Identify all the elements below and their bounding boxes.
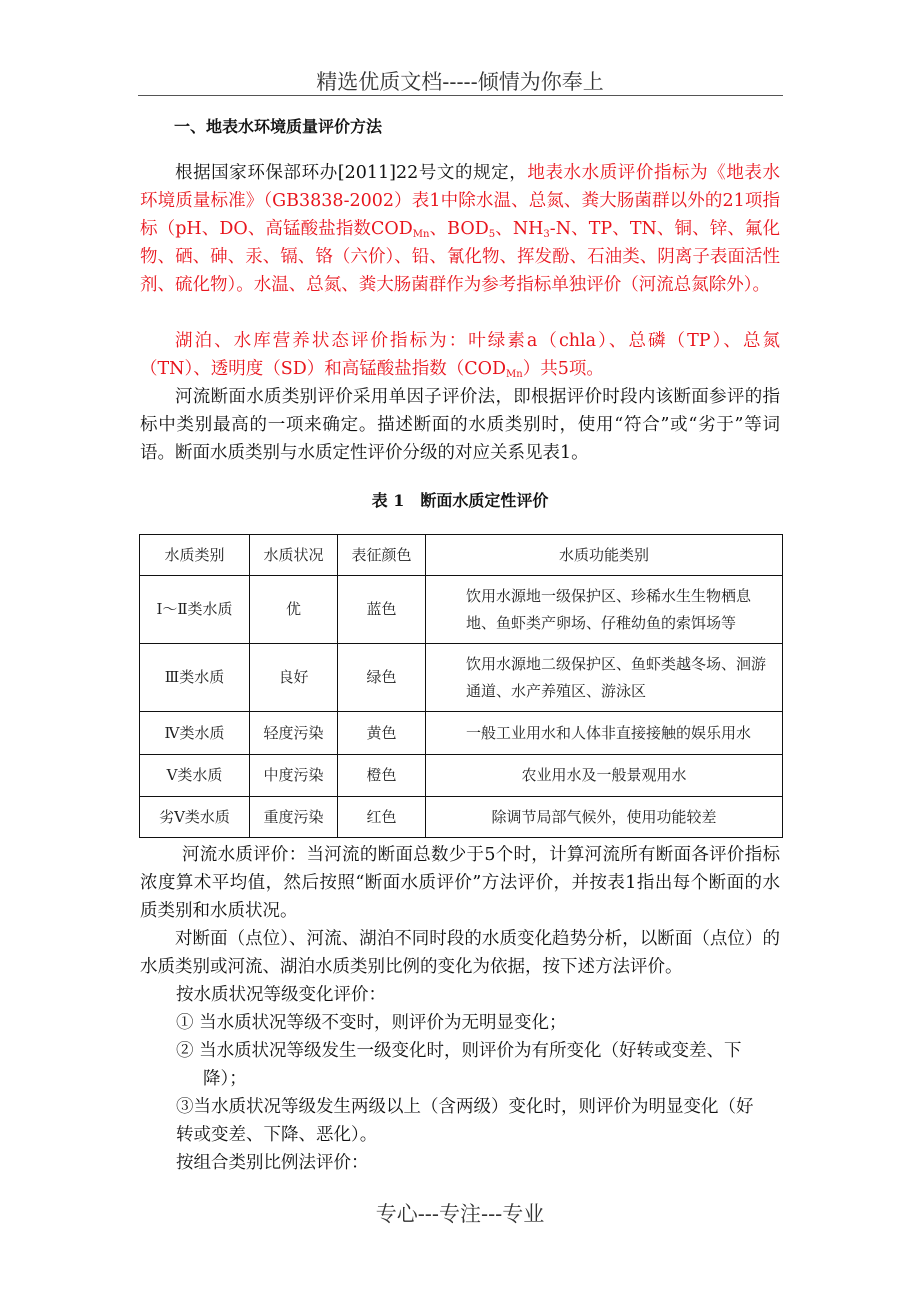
header-divider (138, 95, 783, 96)
cell-color: 红色 (338, 797, 426, 838)
header-cell: 表征颜色 (338, 535, 426, 576)
table-header-row (140, 535, 783, 576)
highlighted-text: ）共5项。 (522, 359, 604, 379)
highlighted-text: 、NH (495, 219, 544, 239)
water-quality-table (139, 534, 783, 838)
cell-color: 蓝色 (338, 576, 426, 644)
header-cell: 水质状况 (250, 535, 338, 576)
text-segment: 根据国家环保部环办[2011]22号文的规定， (175, 163, 528, 183)
table-title: 表 1 断面水质定性评价 (371, 491, 549, 510)
text-segment: 河流断面水质类别评价采用单因子评价法，即根据评价时段内该断面参评的指标中类别最高的一项来确定。描述断面的水质类别时，使用“符合”或“劣于”等词语。断面水质类别与水质定性评价分级的对应关系见表1。 (140, 387, 780, 463)
cell-class: Ⅳ类水质 (140, 712, 250, 755)
cell-function: 农业用水及一般景观用水 (426, 755, 783, 797)
cell-class: Ⅲ类水质 (140, 644, 250, 712)
table-row (140, 755, 783, 797)
cell-function: 一般工业用水和人体非直接接触的娱乐用水 (426, 712, 783, 755)
cell-class: Ⅴ类水质 (140, 755, 250, 797)
highlighted-text: 、BOD (429, 219, 489, 239)
table-row (140, 576, 783, 644)
highlighted-text: 湖泊、水库营养状态评价指标为：叶绿素a（chla）、总磷（TP）、总氮（TN）、透明度（SD）和高锰酸盐指数（COD (140, 331, 780, 379)
cell-status: 中度污染 (250, 755, 338, 797)
paragraph-indicators (140, 159, 780, 299)
highlighted-text: -N、TP、TN、铜、锌、氟化物、硒、砷、汞、镉、铬（六价）、铅、氰化物、挥发酚、石油类、阴离子表面活性剂、硫化物）。水温、总氮、粪大肠菌群作为参考指标单独评价（河流总氮除外）。 (140, 219, 781, 295)
cell-color: 橙色 (338, 755, 426, 797)
subscript-text: 3 (543, 229, 550, 240)
paragraph-lake-indicators (140, 327, 780, 383)
table-row (140, 712, 783, 755)
paragraph-single-factor (140, 383, 780, 467)
list-item: ③当水质状况等级发生两级以上（含两级）变化时，则评价为明显变化（好转或变差、下降、恶化）。 (176, 1097, 754, 1145)
list-item: ① 当水质状况等级不变时，则评价为无明显变化； (176, 1013, 567, 1033)
page-header: 精选优质文档-----倾情为你奉上 (316, 70, 604, 94)
paragraph-river-evaluation: 河流水质评价：当河流的断面总数少于5个时，计算河流所有断面各评价指标浓度算术平均值，然后按照“断面水质评价”方法评价，并按表1指出每个断面的水质类别和水质状况。 (140, 845, 780, 921)
cell-status: 良好 (250, 644, 338, 712)
table-row (140, 797, 783, 838)
list-heading-combination: 按组合类别比例法评价： (176, 1153, 369, 1173)
cell-class: 劣Ⅴ类水质 (140, 797, 250, 838)
page-footer: 专心---专注---专业 (375, 1202, 545, 1226)
header-cell: 水质类别 (140, 535, 250, 576)
table-row (140, 644, 783, 712)
highlighted-text: 地表水水质评价指标为《地表水环境质量标准》（GB3838-2002）表1中除水温、总氮、粪大肠菌群以外的21项指标（pH、DO、高锰酸盐指数COD (140, 163, 780, 239)
list-heading-status-change: 按水质状况等级变化评价： (176, 985, 386, 1005)
cell-function: 饮用水源地二级保护区、鱼虾类越冬场、洄游通道、水产养殖区、游泳区 (426, 644, 783, 712)
cell-function: 除调节局部气候外，使用功能较差 (426, 797, 783, 838)
cell-color: 绿色 (338, 644, 426, 712)
cell-function: 饮用水源地一级保护区、珍稀水生生物栖息地、鱼虾类产卵场、仔稚幼鱼的索饵场等 (426, 576, 783, 644)
subscript-text: 5 (488, 229, 496, 240)
paragraph-trend-analysis: 对断面（点位）、河流、湖泊不同时段的水质变化趋势分析，以断面（点位）的水质类别或河流、湖泊水质类别比例的变化为依据，按下述方法评价。 (140, 929, 780, 977)
header-cell: 水质功能类别 (426, 535, 783, 576)
list-item: ② 当水质状况等级发生一级变化时，则评价为有所变化（好转或变差、下降）； (176, 1041, 742, 1089)
subscript-text: Mn (506, 369, 523, 380)
subscript-text: Mn (412, 229, 430, 240)
cell-status: 优 (250, 576, 338, 644)
cell-status: 轻度污染 (250, 712, 338, 755)
cell-class: Ⅰ～Ⅱ类水质 (140, 576, 250, 644)
section-heading: 一、地表水环境质量评价方法 (174, 117, 383, 136)
cell-status: 重度污染 (250, 797, 338, 838)
cell-color: 黄色 (338, 712, 426, 755)
